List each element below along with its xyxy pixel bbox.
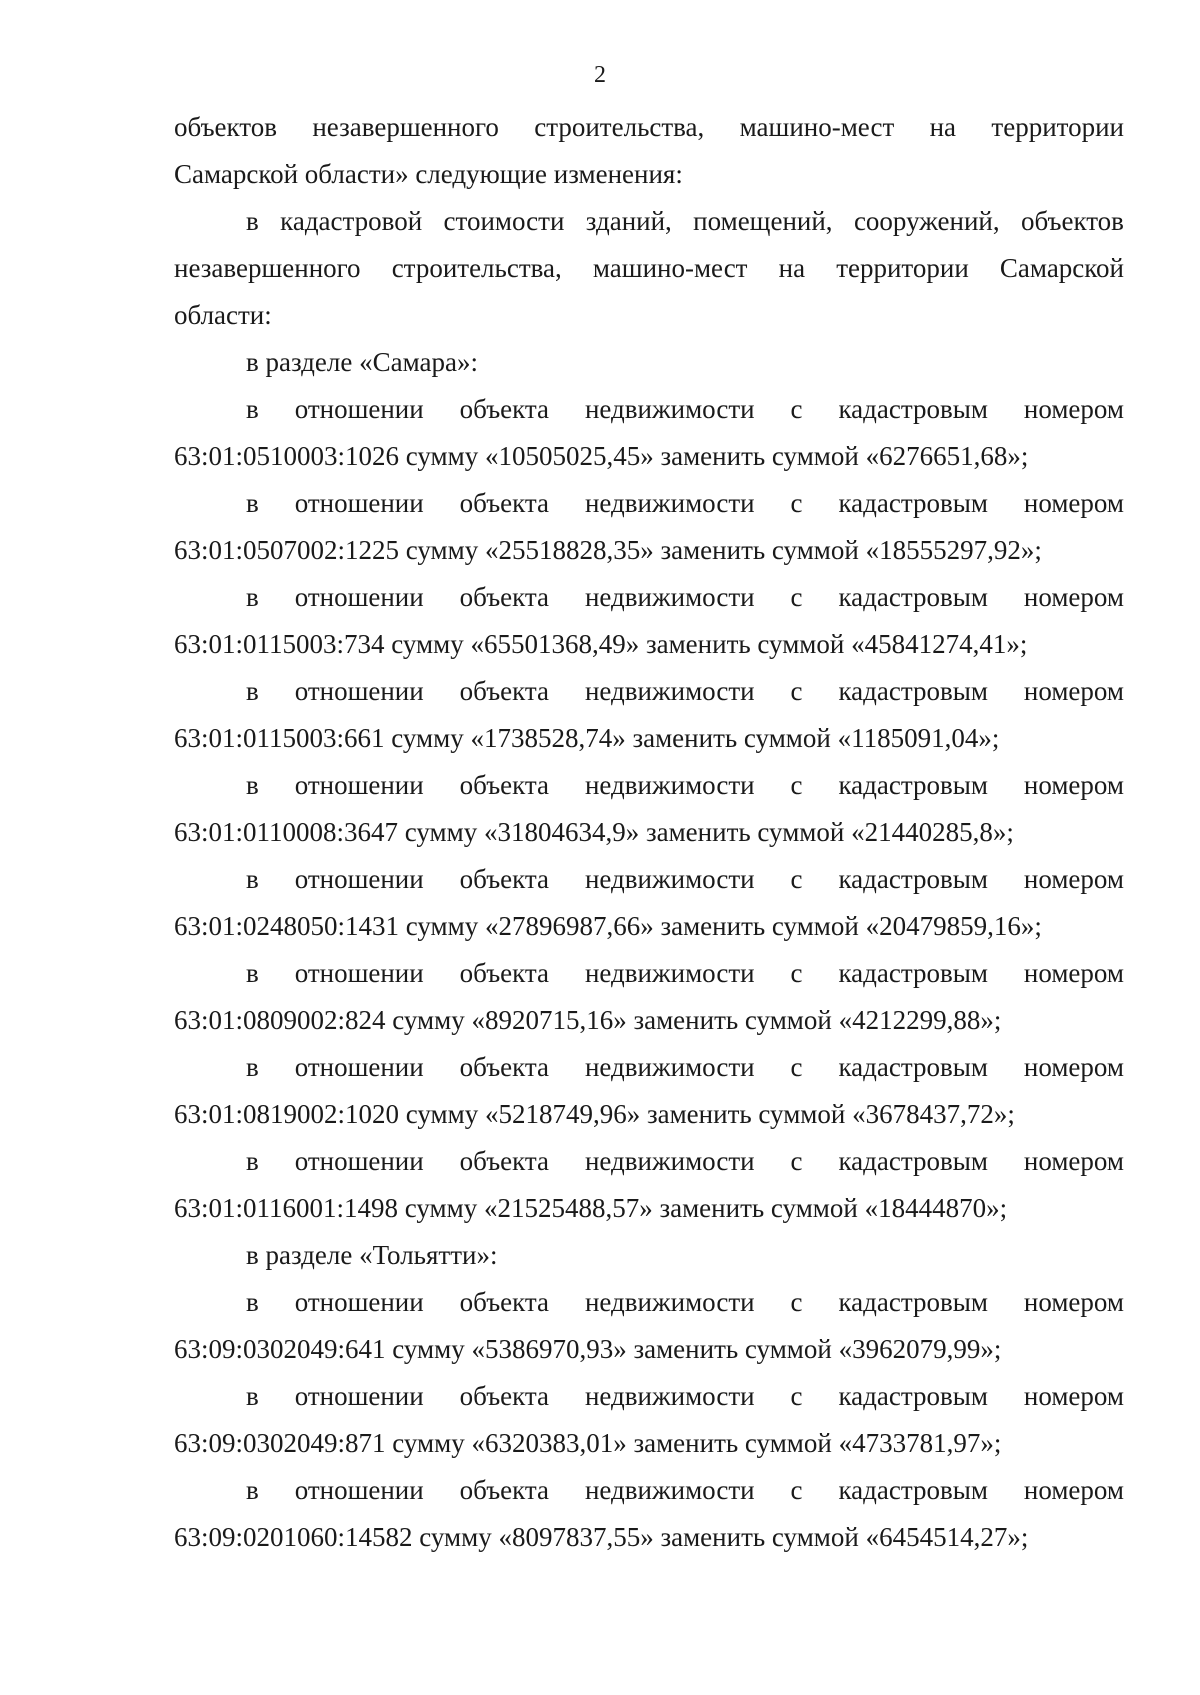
word: недвижимости [584,770,755,800]
word: номером [1023,582,1124,612]
word: объекта [459,1287,550,1317]
word: в [246,582,259,612]
item-relation-line [174,762,1124,809]
item-relation-line [174,668,1124,715]
word: с [790,958,803,988]
word: объекта [459,958,550,988]
item-value-line: 63:01:0809002:824 сумму «8920715,16» заменить суммой «4212299,88»; [174,1005,1002,1035]
word: недвижимости [584,864,755,894]
word: объекта [459,676,550,706]
word: строительства, [534,112,705,142]
item-value-line: 63:01:0115003:661 сумму «1738528,74» заменить суммой «1185091,04»; [174,723,1000,753]
word: отношении [294,582,424,612]
word: на [929,112,957,142]
word: объектов [174,112,277,142]
word: объекта [459,1052,550,1082]
word: недвижимости [584,488,755,518]
word: в [246,488,259,518]
word: отношении [294,1475,424,1505]
intro-line-1 [174,104,1124,151]
item-value-line: 63:01:0116001:1498 сумму «21525488,57» заменить суммой «18444870»; [174,1193,1008,1223]
item-value-line: 63:01:0819002:1020 сумму «5218749,96» заменить суммой «3678437,72»; [174,1099,1015,1129]
item-value-line: 63:09:0201060:14582 сумму «8097837,55» заменить суммой «6454514,27»; [174,1522,1029,1552]
item-value-line: 63:01:0507002:1225 сумму «25518828,35» заменить суммой «18555297,92»; [174,535,1042,565]
item-relation-line [174,1467,1124,1514]
word: номером [1023,770,1124,800]
word: с [790,394,803,424]
word: кадастровым [838,676,988,706]
word: отношении [294,958,424,988]
intro-line-2: Самарской области» следующие изменения: [174,159,683,189]
word: отношении [294,394,424,424]
word: кадастровым [838,582,988,612]
word: кадастровым [838,770,988,800]
word: недвижимости [584,1287,755,1317]
word: Самарской [999,253,1124,283]
word: недвижимости [584,958,755,988]
word: номером [1023,1287,1124,1317]
word: с [790,1052,803,1082]
word: с [790,676,803,706]
item-value-line: 63:09:0302049:641 сумму «5386970,93» заменить суммой «3962079,99»; [174,1334,1002,1364]
item-value-line: 63:01:0110008:3647 сумму «31804634,9» заменить суммой «21440285,8»; [174,817,1014,847]
word: объекта [459,770,550,800]
word: номером [1023,1146,1124,1176]
word: кадастровым [838,1381,988,1411]
cadastral-line-2 [174,245,1124,292]
word: недвижимости [584,676,755,706]
word: номером [1023,958,1124,988]
word: с [790,1475,803,1505]
word: недвижимости [584,582,755,612]
word: стоимости [443,206,565,236]
word: незавершенного [312,112,499,142]
word: номером [1023,394,1124,424]
section-heading: в разделе «Самара»: [246,347,478,377]
word: с [790,1381,803,1411]
word: кадастровым [838,488,988,518]
document-body [174,104,1124,1561]
word: отношении [294,770,424,800]
word: недвижимости [584,1475,755,1505]
cadastral-line-3: области: [174,300,272,330]
section-heading: в разделе «Тольятти»: [246,1240,498,1270]
item-relation-line [174,1138,1124,1185]
word: в [246,864,259,894]
item-relation-line [174,950,1124,997]
word: кадастровым [838,1146,988,1176]
item-relation-line [174,1373,1124,1420]
word: отношении [294,1287,424,1317]
word: машино-мест [739,112,895,142]
word: недвижимости [584,1381,755,1411]
word: кадастровым [838,1475,988,1505]
word: отношении [294,1052,424,1082]
word: кадастровым [838,958,988,988]
word: в [246,770,259,800]
word: с [790,1146,803,1176]
word: с [790,770,803,800]
word: объекта [459,488,550,518]
word: объекта [459,864,550,894]
word: в [246,1287,259,1317]
word: номером [1023,676,1124,706]
word: в [246,1381,259,1411]
word: номером [1023,488,1124,518]
word: территории [991,112,1124,142]
word: номером [1023,864,1124,894]
word: недвижимости [584,1052,755,1082]
word: в [246,1052,259,1082]
item-value-line: 63:01:0115003:734 сумму «65501368,49» заменить суммой «45841274,41»; [174,629,1028,659]
word: отношении [294,864,424,894]
item-relation-line [174,1044,1124,1091]
word: зданий, [585,206,672,236]
word: недвижимости [584,1146,755,1176]
word: с [790,582,803,612]
word: сооружений, [853,206,1000,236]
word: с [790,864,803,894]
word: объекта [459,582,550,612]
word: номером [1023,1381,1124,1411]
item-relation-line [174,386,1124,433]
word: объекта [459,1475,550,1505]
word: кадастровой [280,206,423,236]
page-number: 2 [594,62,606,88]
word: номером [1023,1475,1124,1505]
word: отношении [294,676,424,706]
word: объекта [459,1381,550,1411]
word: территории [836,253,969,283]
item-value-line: 63:01:0510003:1026 сумму «10505025,45» заменить суммой «6276651,68»; [174,441,1029,471]
word: объекта [459,1146,550,1176]
word: с [790,488,803,518]
word: машино-мест [592,253,748,283]
word: отношении [294,488,424,518]
cadastral-line-1 [174,198,1124,245]
word: кадастровым [838,1052,988,1082]
word: с [790,1287,803,1317]
item-relation-line [174,1279,1124,1326]
word: незавершенного [174,253,361,283]
item-relation-line [174,856,1124,903]
word: объекта [459,394,550,424]
word: строительства, [391,253,562,283]
item-value-line: 63:01:0248050:1431 сумму «27896987,66» заменить суммой «20479859,16»; [174,911,1042,941]
word: в [246,206,259,236]
word: кадастровым [838,1287,988,1317]
word: в [246,958,259,988]
word: в [246,1475,259,1505]
item-value-line: 63:09:0302049:871 сумму «6320383,01» заменить суммой «4733781,97»; [174,1428,1002,1458]
word: номером [1023,1052,1124,1082]
word: объектов [1020,206,1124,236]
word: в [246,1146,259,1176]
word: отношении [294,1381,424,1411]
word: в [246,394,259,424]
word: в [246,676,259,706]
word: кадастровым [838,864,988,894]
item-relation-line [174,574,1124,621]
word: отношении [294,1146,424,1176]
item-relation-line [174,480,1124,527]
word: кадастровым [838,394,988,424]
word: помещений, [693,206,833,236]
word: на [778,253,806,283]
word: недвижимости [584,394,755,424]
